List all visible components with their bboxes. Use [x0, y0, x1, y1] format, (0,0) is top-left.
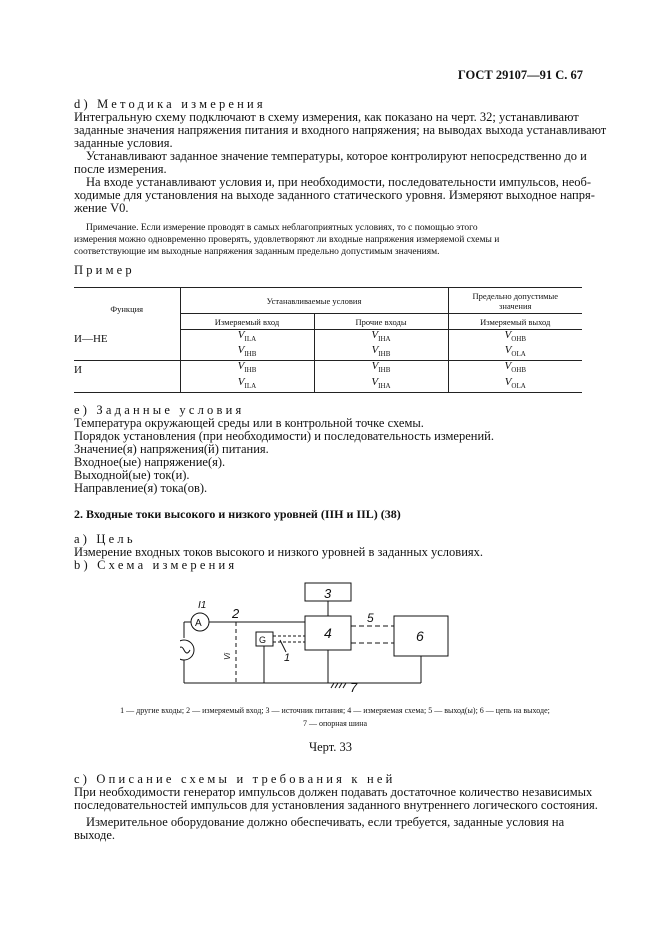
table-subheader-measured-output: Измеряемый выход — [448, 314, 582, 330]
label-5: 5 — [367, 611, 374, 625]
paragraph-line: жение V0. — [74, 201, 129, 215]
paragraph-line: Измерительное оборудование должно обеспечивать, если требуется, заданные условия на — [86, 815, 565, 829]
voltage-source-circle — [180, 640, 194, 660]
label-2: 2 — [232, 606, 240, 621]
label-6: 6 — [416, 628, 424, 644]
row-function: И — [74, 364, 82, 377]
figure-caption — [40, 704, 630, 730]
table-header-function: Функция — [74, 288, 180, 330]
voltage-label: Vi — [223, 653, 232, 660]
paragraph-line: ходимые для установления на выходе заданного статического уровня. Измеряют выходное напря- — [74, 188, 595, 202]
section-2a-title: а) Цель — [74, 532, 136, 546]
section-e-title: е) Заданные условия — [74, 403, 245, 417]
generator-label: G — [259, 635, 267, 645]
caption-line: 1 — другие входы; 2 — измеряемый вход; 3 — источник питания; 4 — измеряемая схема; 5 — выход(ы); 6 — цепь на выходе; — [120, 706, 550, 715]
list-item: Выходной(ые) ток(и). — [74, 468, 190, 482]
list-item: Направление(я) тока(ов). — [74, 481, 208, 495]
note-line: измерения можно одновременно проверять, удовлетворяют ли входные напряжения измеряемой схемы и — [74, 235, 500, 245]
table-row: И—НЕ $V_{ILA}$ $V_{IHB}$ $V_{IHA}$ $V_{IHB}$ $V_{OHB}$ $V_{OLA}$ — [74, 330, 582, 361]
section-2-heading: 2. Входные токи высокого и низкого уровней (IIH и IIL) (38) — [74, 507, 401, 521]
paragraph-line: Измерение входных токов высокого и низкого уровней в заданных условиях. — [74, 545, 484, 559]
table-subheader-measured-input: Измеряемый вход — [180, 314, 314, 330]
table-header-limits: Предельно допустимые значения — [448, 288, 582, 314]
caption-line: 7 — опорная шина — [302, 719, 368, 728]
note-line: Примечание. Если измерение проводят в самых неблагоприятных условиях, то с помощью этого — [86, 223, 478, 233]
paragraph-line: после измерения. — [74, 162, 167, 176]
list-item: Температура окружающей среды или в контрольной точке схемы. — [74, 416, 424, 430]
paragraph-line: При необходимости генератор импульсов должен подавать достаточное количество независимых — [74, 785, 593, 799]
paragraph-line: выходе. — [74, 828, 115, 842]
note-line: соответствующие им выходные напряжения заданным предельно допустимым значениям. — [74, 247, 440, 257]
figure-label: Черт. 33 — [308, 740, 353, 754]
page-header: ГОСТ 29107—91 С. 67 — [457, 68, 583, 82]
paragraph-line: последовательностей импульсов для установления заданного внутреннего логического состояния. — [74, 798, 598, 812]
section-c-title: с) Описание схемы и требования к ней — [74, 772, 396, 786]
table-subheader-other-inputs: Прочие входы — [314, 314, 448, 330]
section-d-title: d) Методика измерения — [74, 97, 266, 111]
paragraph-line: заданные значения напряжения питания и входного напряжения; на выводах выхода устанавливают — [74, 123, 607, 137]
label-4: 4 — [324, 625, 332, 641]
conditions-table — [74, 287, 582, 393]
paragraph-line: Устанавливают заданное значение температуры, которое контролируют непосредственно до и — [86, 149, 587, 163]
table-header-conditions: Устанавливаемые условия — [180, 288, 448, 314]
label-7: 7 — [350, 680, 358, 695]
ac-source-icon — [180, 647, 190, 653]
current-label: I1 — [198, 600, 207, 611]
list-item: Входное(ые) напряжение(я). — [74, 455, 226, 469]
label-1: 1 — [284, 652, 291, 664]
label-3: 3 — [324, 586, 332, 601]
row-function: И—НЕ — [74, 332, 108, 345]
paragraph-line: Интегральную схему подключают в схему измерения, как показано на черт. 32; устанавливают — [74, 110, 579, 124]
list-item: Порядок установления (при необходимости) и последовательность измерений. — [74, 429, 494, 443]
measurement-circuit-diagram — [180, 578, 470, 696]
list-item: Значение(я) напряжения(й) питания. — [74, 442, 269, 456]
example-label: Пример — [74, 263, 135, 277]
paragraph-line: На входе устанавливают условия и, при необходимости, последовательности импульсов, необ- — [86, 175, 592, 189]
section-2b-title: b) Схема измерения — [74, 558, 238, 572]
paragraph-line: заданные условия. — [74, 136, 173, 150]
table-row: И $V_{IHB}$ $V_{ILA}$ $V_{IHB}$ $V_{IHA}$ $V_{OHB}$ $V_{OLA}$ — [74, 361, 582, 392]
ammeter-label: A — [195, 618, 202, 629]
